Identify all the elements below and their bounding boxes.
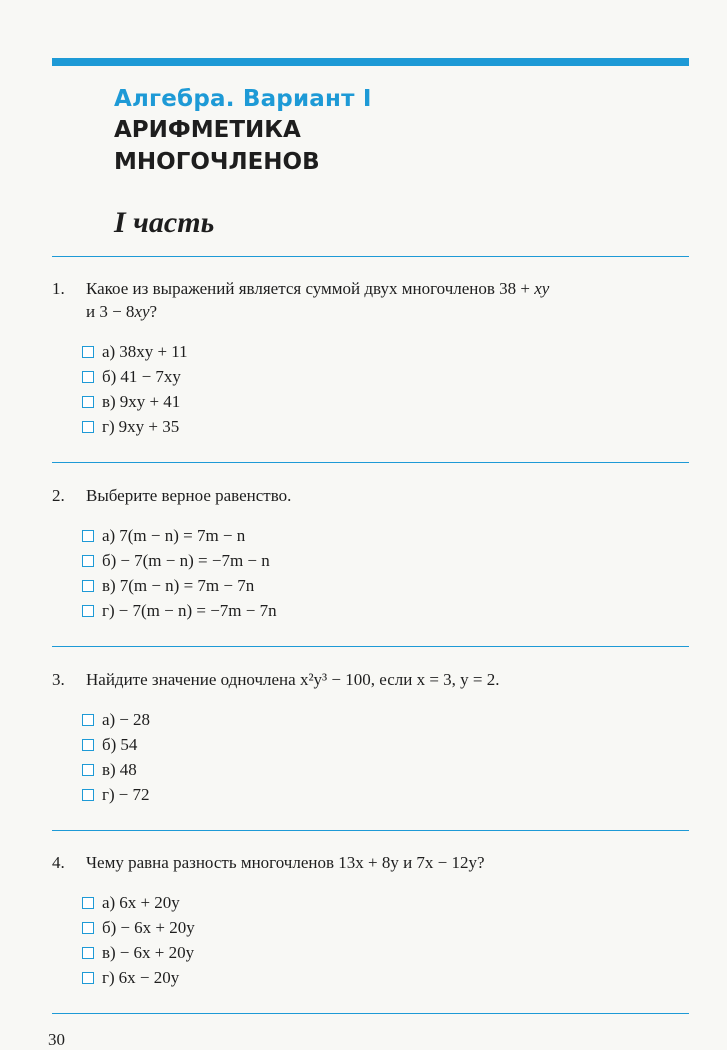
question-text-part: и 3 − 8 — [86, 302, 135, 321]
checkbox[interactable] — [82, 947, 94, 959]
checkbox[interactable] — [82, 396, 94, 408]
option-text: 6x + 20y — [119, 893, 180, 912]
question-text — [52, 851, 692, 874]
checkbox[interactable] — [82, 922, 94, 934]
option-letter: б) — [102, 367, 117, 386]
checkbox[interactable] — [82, 897, 94, 909]
answer-option[interactable] — [82, 965, 692, 990]
question-text-part: Выберите верное равенство. — [86, 486, 292, 505]
divider — [52, 830, 689, 831]
checkbox[interactable] — [82, 371, 94, 383]
question-variable: xy — [134, 302, 150, 321]
section-subtitle: Алгебра. Вариант I — [114, 86, 372, 112]
part-title: I часть — [114, 206, 215, 239]
answer-option[interactable] — [82, 414, 692, 439]
option-letter: а) — [102, 893, 116, 912]
answer-option[interactable] — [82, 598, 692, 623]
answer-options — [82, 339, 692, 439]
option-letter: г) — [102, 968, 115, 987]
option-text: 7(m − n) = 7m − 7n — [119, 576, 255, 595]
section-title-line-2: МНОГОЧЛЕНОВ — [114, 149, 320, 175]
option-letter: г) — [102, 601, 115, 620]
option-text: 9xy + 35 — [118, 417, 180, 436]
checkbox[interactable] — [82, 972, 94, 984]
answer-options — [82, 890, 692, 990]
option-text: 9xy + 41 — [119, 392, 181, 411]
divider — [52, 1013, 689, 1014]
divider — [52, 646, 689, 647]
question-text-part: Чему равна разность многочленов 13x + 8y и 7x − 12y? — [86, 853, 485, 872]
question-number: 2. — [52, 486, 65, 505]
option-text: 6x − 20y — [118, 968, 180, 987]
answer-options — [82, 523, 692, 623]
option-text: 7(m − n) = 7m − n — [119, 526, 246, 545]
question-text-part: Найдите значение одночлена x²y³ − 100, если x = 3, y = 2. — [86, 670, 500, 689]
checkbox[interactable] — [82, 605, 94, 617]
question-3 — [52, 668, 692, 807]
page-number: 30 — [48, 1030, 65, 1049]
question-number: 4. — [52, 853, 65, 872]
answer-option[interactable] — [82, 364, 692, 389]
option-text: − 7(m − n) = −7m − 7n — [118, 601, 277, 620]
option-letter: а) — [102, 710, 116, 729]
question-1 — [52, 277, 692, 439]
option-text: 48 — [119, 760, 137, 779]
question-variable: xy — [534, 279, 550, 298]
question-text — [52, 668, 692, 691]
option-text: − 72 — [118, 785, 150, 804]
checkbox[interactable] — [82, 764, 94, 776]
answer-option[interactable] — [82, 757, 692, 782]
question-text-part: Какое из выражений является суммой двух многочленов 38 + — [86, 279, 535, 298]
checkbox[interactable] — [82, 580, 94, 592]
option-letter: в) — [102, 760, 116, 779]
question-text — [52, 277, 692, 323]
question-2 — [52, 484, 692, 623]
question-text-part: ? — [149, 302, 158, 321]
top-accent-bar — [52, 58, 689, 66]
question-number: 1. — [52, 279, 65, 298]
option-text: − 6x + 20y — [119, 943, 195, 962]
option-letter: а) — [102, 526, 116, 545]
answer-option[interactable] — [82, 573, 692, 598]
option-text: − 6x + 20y — [120, 918, 195, 937]
option-letter: г) — [102, 785, 115, 804]
checkbox[interactable] — [82, 789, 94, 801]
option-letter: в) — [102, 943, 116, 962]
option-letter: б) — [102, 735, 117, 754]
answer-option[interactable] — [82, 389, 692, 414]
section-title-line-1: АРИФМЕТИКА — [114, 117, 301, 143]
question-4 — [52, 851, 692, 990]
checkbox[interactable] — [82, 714, 94, 726]
divider — [52, 256, 689, 257]
checkbox[interactable] — [82, 421, 94, 433]
answer-option[interactable] — [82, 782, 692, 807]
answer-option[interactable] — [82, 890, 692, 915]
option-text: − 28 — [119, 710, 151, 729]
question-number: 3. — [52, 670, 65, 689]
option-letter: г) — [102, 417, 115, 436]
checkbox[interactable] — [82, 530, 94, 542]
answer-option[interactable] — [82, 523, 692, 548]
question-text — [52, 484, 692, 507]
answer-option[interactable] — [82, 915, 692, 940]
option-text: − 7(m − n) = −7m − n — [120, 551, 270, 570]
option-letter: в) — [102, 576, 116, 595]
checkbox[interactable] — [82, 555, 94, 567]
option-text: 54 — [120, 735, 138, 754]
answer-option[interactable] — [82, 548, 692, 573]
checkbox[interactable] — [82, 739, 94, 751]
answer-options — [82, 707, 692, 807]
answer-option[interactable] — [82, 707, 692, 732]
answer-option[interactable] — [82, 339, 692, 364]
option-letter: а) — [102, 342, 116, 361]
option-text: 38xy + 11 — [119, 342, 188, 361]
option-text: 41 − 7xy — [120, 367, 181, 386]
answer-option[interactable] — [82, 940, 692, 965]
section-header — [114, 84, 372, 178]
checkbox[interactable] — [82, 346, 94, 358]
option-letter: в) — [102, 392, 116, 411]
answer-option[interactable] — [82, 732, 692, 757]
divider — [52, 462, 689, 463]
option-letter: б) — [102, 918, 117, 937]
option-letter: б) — [102, 551, 117, 570]
